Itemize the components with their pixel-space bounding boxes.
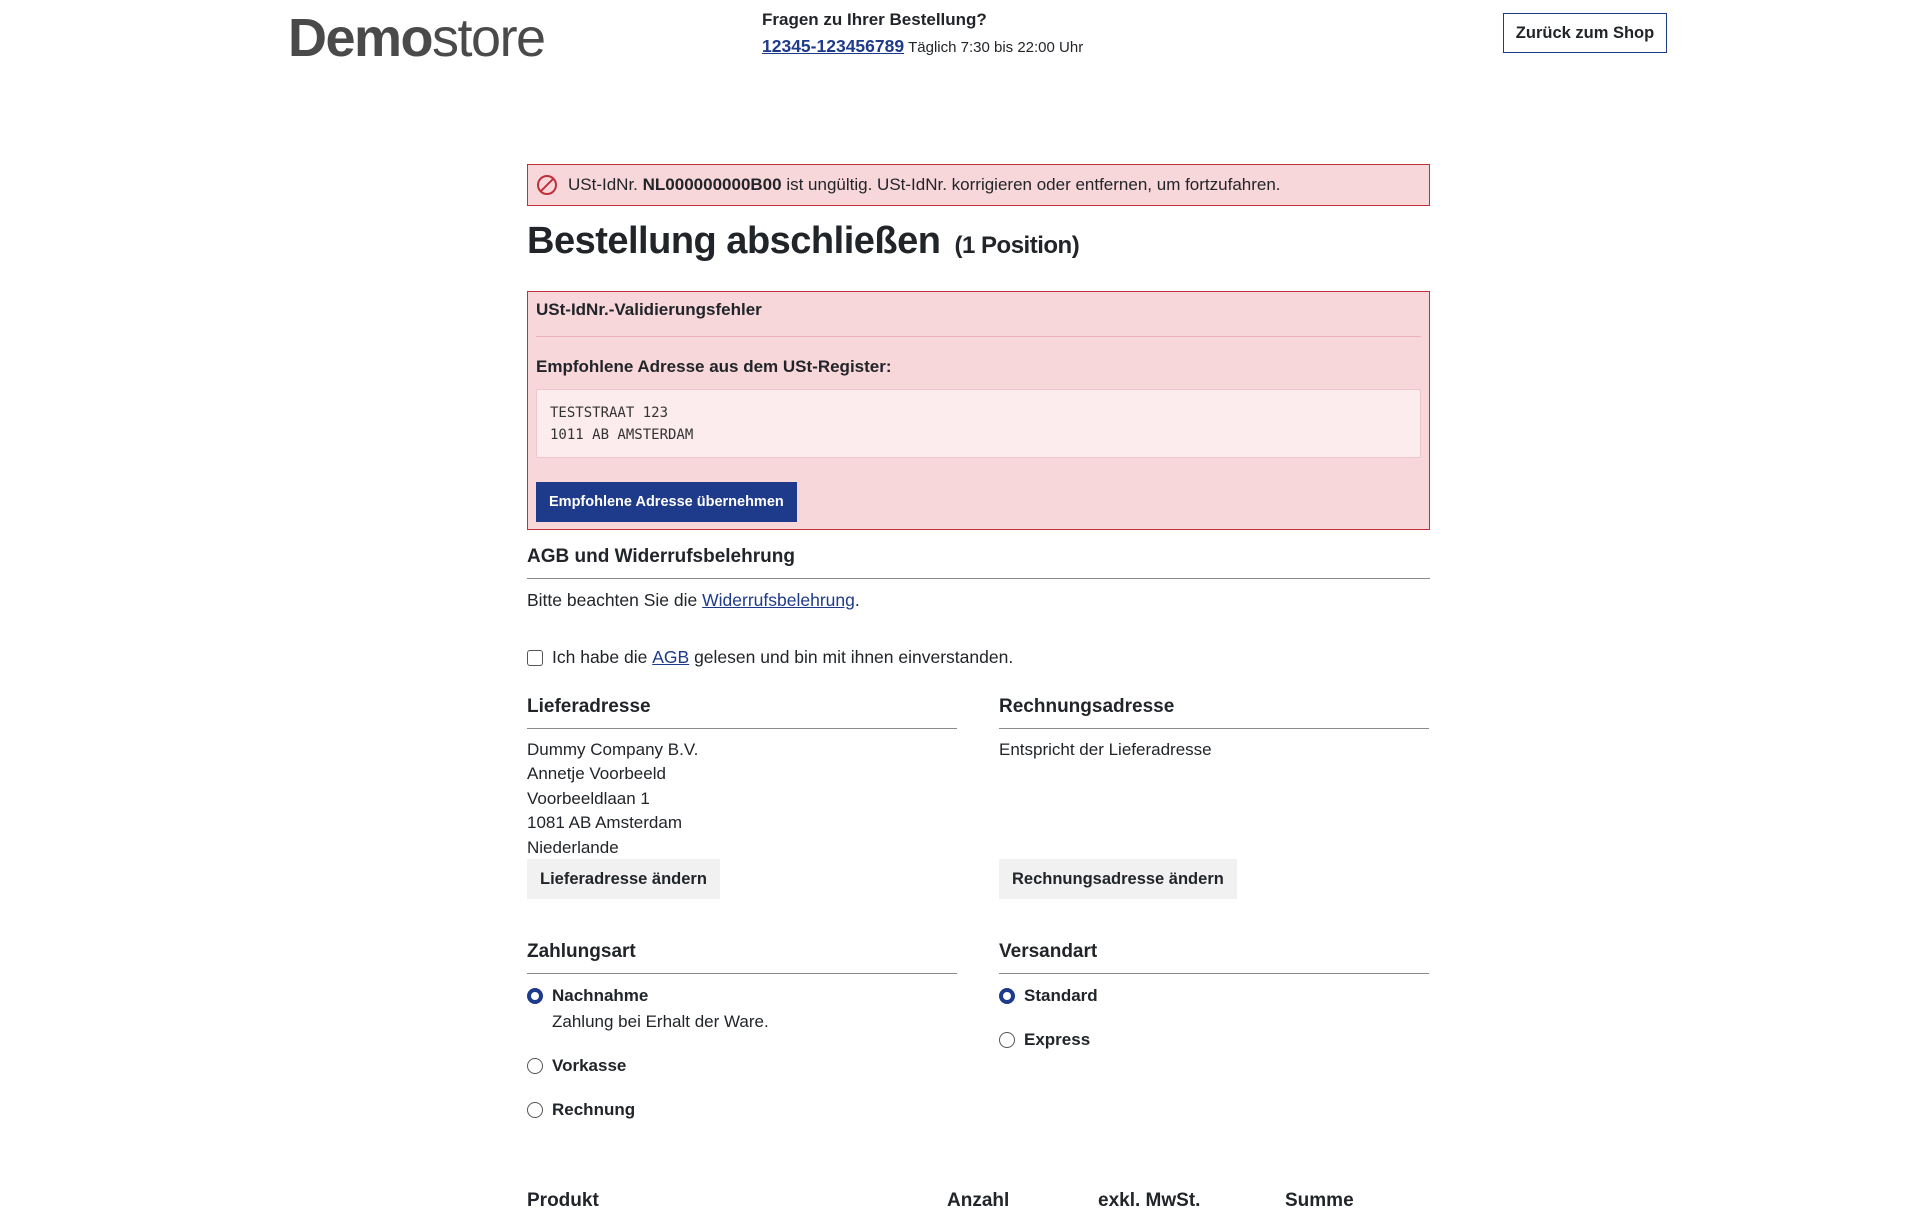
payment-option[interactable]	[527, 1100, 957, 1120]
shipping-option-label: Standard	[1024, 986, 1098, 1005]
apply-suggested-address-button[interactable]: Empfohlene Adresse übernehmen	[536, 482, 797, 522]
withdrawal-policy-link[interactable]: Widerrufsbelehrung	[702, 590, 855, 610]
logo-bold: Demo	[288, 8, 433, 68]
table-header-product: Produkt	[527, 1190, 599, 1211]
shipping-address-line: Annetje Voorbeeld	[527, 764, 666, 784]
table-header-net-price: exkl. MwSt.	[1098, 1190, 1201, 1211]
back-to-shop-button[interactable]: Zurück zum Shop	[1503, 13, 1667, 53]
payment-radio-nachnahme[interactable]	[527, 988, 543, 1004]
support-title: Fragen zu Ihrer Bestellung?	[762, 10, 987, 29]
suggested-address	[536, 389, 1421, 458]
payment-radio-vorkasse[interactable]	[527, 1058, 543, 1074]
table-header-total: Summe	[1285, 1190, 1354, 1211]
withdrawal-note	[527, 590, 1430, 611]
item-count: (1 Position)	[954, 232, 1080, 259]
store-logo[interactable]	[288, 6, 545, 71]
logo-light: store	[432, 8, 545, 68]
support-phone-link[interactable]: 12345-123456789	[762, 36, 905, 56]
shipping-method-heading: Versandart	[999, 941, 1429, 974]
change-shipping-address-button[interactable]: Lieferadresse ändern	[527, 859, 720, 899]
billing-address-heading: Rechnungsadresse	[999, 696, 1429, 729]
shipping-address	[527, 738, 957, 860]
page-title-text: Bestellung abschließen	[527, 220, 941, 262]
shipping-radio-express[interactable]	[999, 1032, 1015, 1048]
shipping-option[interactable]	[999, 1030, 1429, 1050]
payment-option-desc: Zahlung bei Erhalt der Ware.	[552, 1012, 769, 1031]
page-title	[527, 220, 1430, 263]
terms-link[interactable]: AGB	[652, 647, 690, 667]
alert-prefix: USt-IdNr.	[568, 175, 638, 194]
support-hours: Täglich 7:30 bis 22:00 Uhr	[908, 39, 1084, 56]
shipping-option[interactable]	[999, 986, 1429, 1006]
payment-radio-rechnung[interactable]	[527, 1102, 543, 1118]
terms-checkbox[interactable]	[527, 650, 543, 666]
shipping-option-label: Express	[1024, 1030, 1091, 1049]
vat-error-title: USt-IdNr.-Validierungsfehler	[536, 300, 1421, 337]
shipping-radio-standard[interactable]	[999, 988, 1015, 1004]
shipping-address-line: 1081 AB Amsterdam	[527, 813, 682, 833]
payment-option[interactable]	[527, 986, 957, 1032]
payment-option-label: Vorkasse	[552, 1056, 627, 1075]
payment-option[interactable]	[527, 1056, 957, 1076]
terms-check-prefix: Ich habe die	[552, 647, 648, 667]
withdrawal-note-prefix: Bitte beachten Sie die	[527, 590, 698, 610]
shipping-address-heading: Lieferadresse	[527, 696, 957, 729]
shipping-address-line: Voorbeeldlaan 1	[527, 788, 650, 808]
billing-address-text: Entspricht der Lieferadresse	[999, 740, 1212, 759]
alert-vat-number: NL000000000B00	[642, 175, 782, 194]
terms-check-suffix: gelesen und bin mit ihnen einverstanden.	[694, 647, 1014, 667]
shipping-address-line: Niederlande	[527, 837, 619, 857]
payment-option-label: Nachnahme	[552, 986, 649, 1005]
terms-checkbox-row[interactable]	[527, 647, 1430, 668]
withdrawal-note-suffix: .	[854, 590, 860, 610]
suggested-address-line: TESTSTRAAT 123	[550, 405, 669, 421]
vat-error-subtitle: Empfohlene Adresse aus dem USt-Register:	[536, 357, 892, 376]
change-billing-address-button[interactable]: Rechnungsadresse ändern	[999, 859, 1237, 899]
support-info	[762, 10, 1083, 57]
terms-heading: AGB und Widerrufsbelehrung	[527, 546, 1430, 579]
payment-option-label: Rechnung	[552, 1100, 636, 1119]
suggested-address-line: 1011 AB AMSTERDAM	[550, 427, 694, 443]
shipping-address-line: Dummy Company B.V.	[527, 740, 699, 759]
vat-invalid-alert	[527, 164, 1430, 206]
payment-heading: Zahlungsart	[527, 941, 957, 974]
vat-validation-error-box	[527, 291, 1430, 530]
ban-icon	[536, 174, 558, 196]
alert-suffix: ist ungültig. USt-IdNr. korrigieren oder entfernen, um fortzufahren.	[786, 175, 1281, 194]
table-header-quantity: Anzahl	[947, 1190, 1010, 1211]
